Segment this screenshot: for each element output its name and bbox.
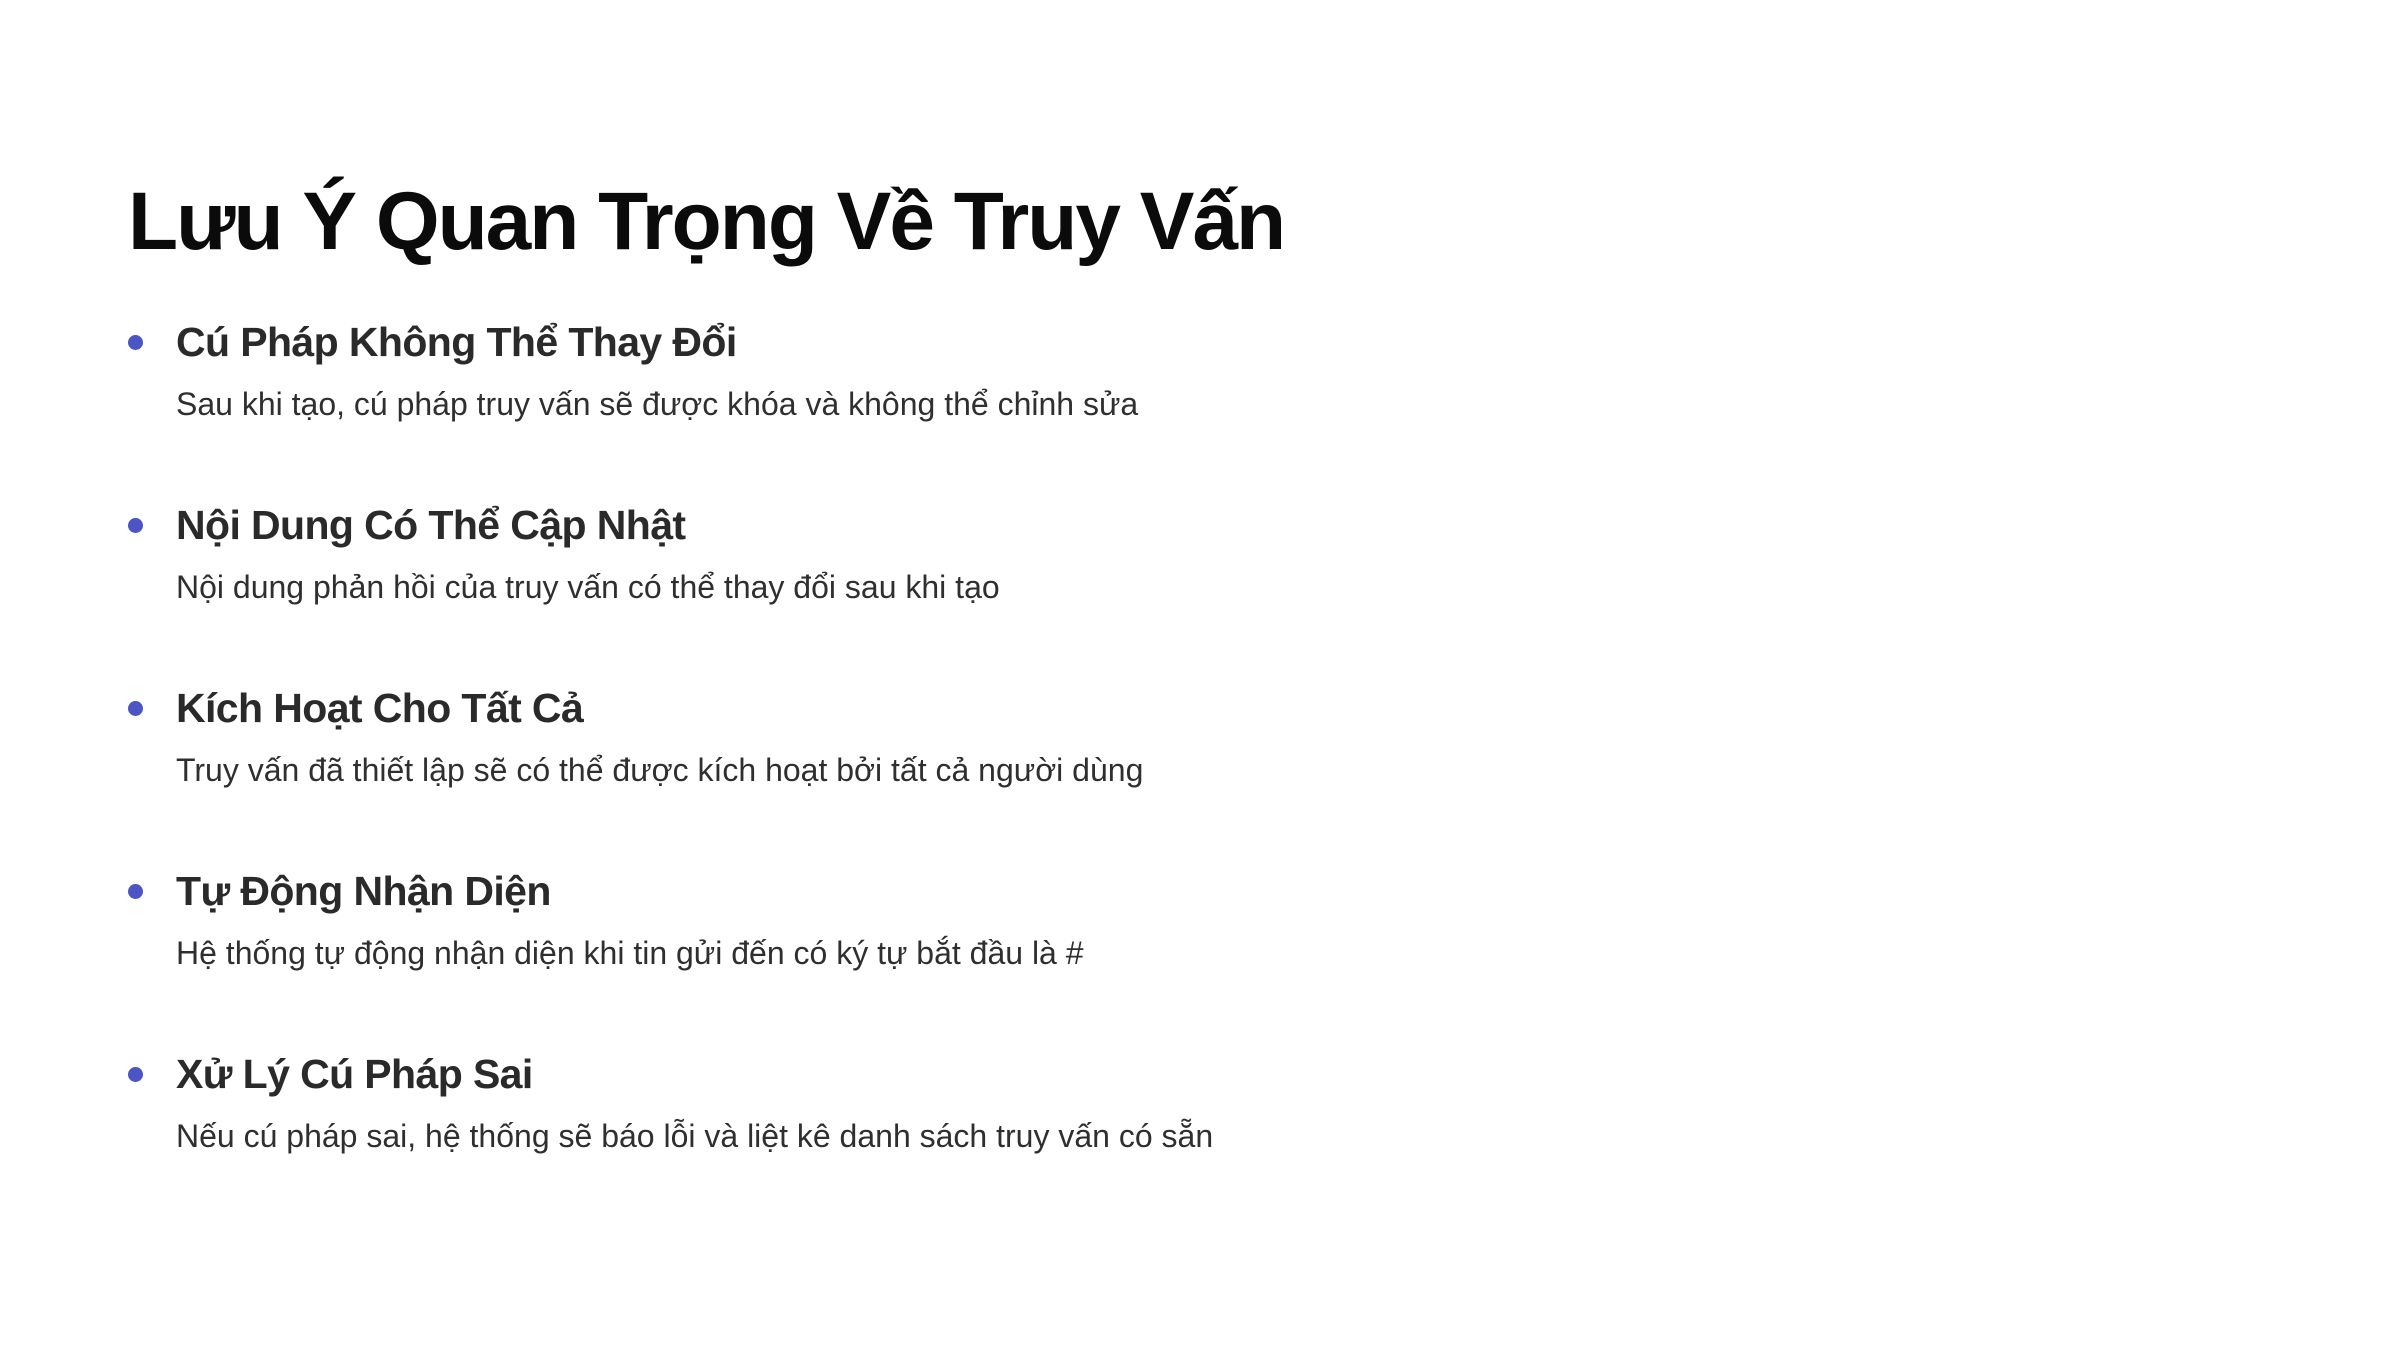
notes-list: [128, 314, 2272, 1229]
item-heading: Kích Hoạt Cho Tất Cả: [176, 685, 584, 731]
bullet-dot-icon: [128, 701, 143, 716]
list-item: [128, 497, 2272, 680]
item-heading: Xử Lý Cú Pháp Sai: [176, 1051, 533, 1097]
list-item: [128, 1046, 2272, 1229]
bullet-dot-icon: [128, 518, 143, 533]
bullet-dot-icon: [128, 884, 143, 899]
bullet-dot-icon: [128, 335, 143, 350]
slide: [128, 172, 2272, 1229]
item-heading: Cú Pháp Không Thể Thay Đổi: [176, 319, 737, 365]
item-heading: Tự Động Nhận Diện: [176, 868, 551, 914]
slide-title: Lưu Ý Quan Trọng Về Truy Vấn: [128, 176, 1285, 267]
bullet-dot-icon: [128, 1067, 143, 1082]
item-description: Nếu cú pháp sai, hệ thống sẽ báo lỗi và liệt kê danh sách truy vấn có sẵn: [176, 1118, 1214, 1154]
item-description: Nội dung phản hồi của truy vấn có thể thay đổi sau khi tạo: [176, 569, 1000, 605]
list-item: [128, 680, 2272, 863]
list-item: [128, 863, 2272, 1046]
item-heading: Nội Dung Có Thể Cập Nhật: [176, 502, 686, 548]
item-description: Hệ thống tự động nhận diện khi tin gửi đến có ký tự bắt đầu là #: [176, 935, 1084, 971]
list-item: [128, 314, 2272, 497]
item-description: Sau khi tạo, cú pháp truy vấn sẽ được khóa và không thể chỉnh sửa: [176, 386, 1139, 422]
item-description: Truy vấn đã thiết lập sẽ có thể được kích hoạt bởi tất cả người dùng: [176, 752, 1144, 788]
